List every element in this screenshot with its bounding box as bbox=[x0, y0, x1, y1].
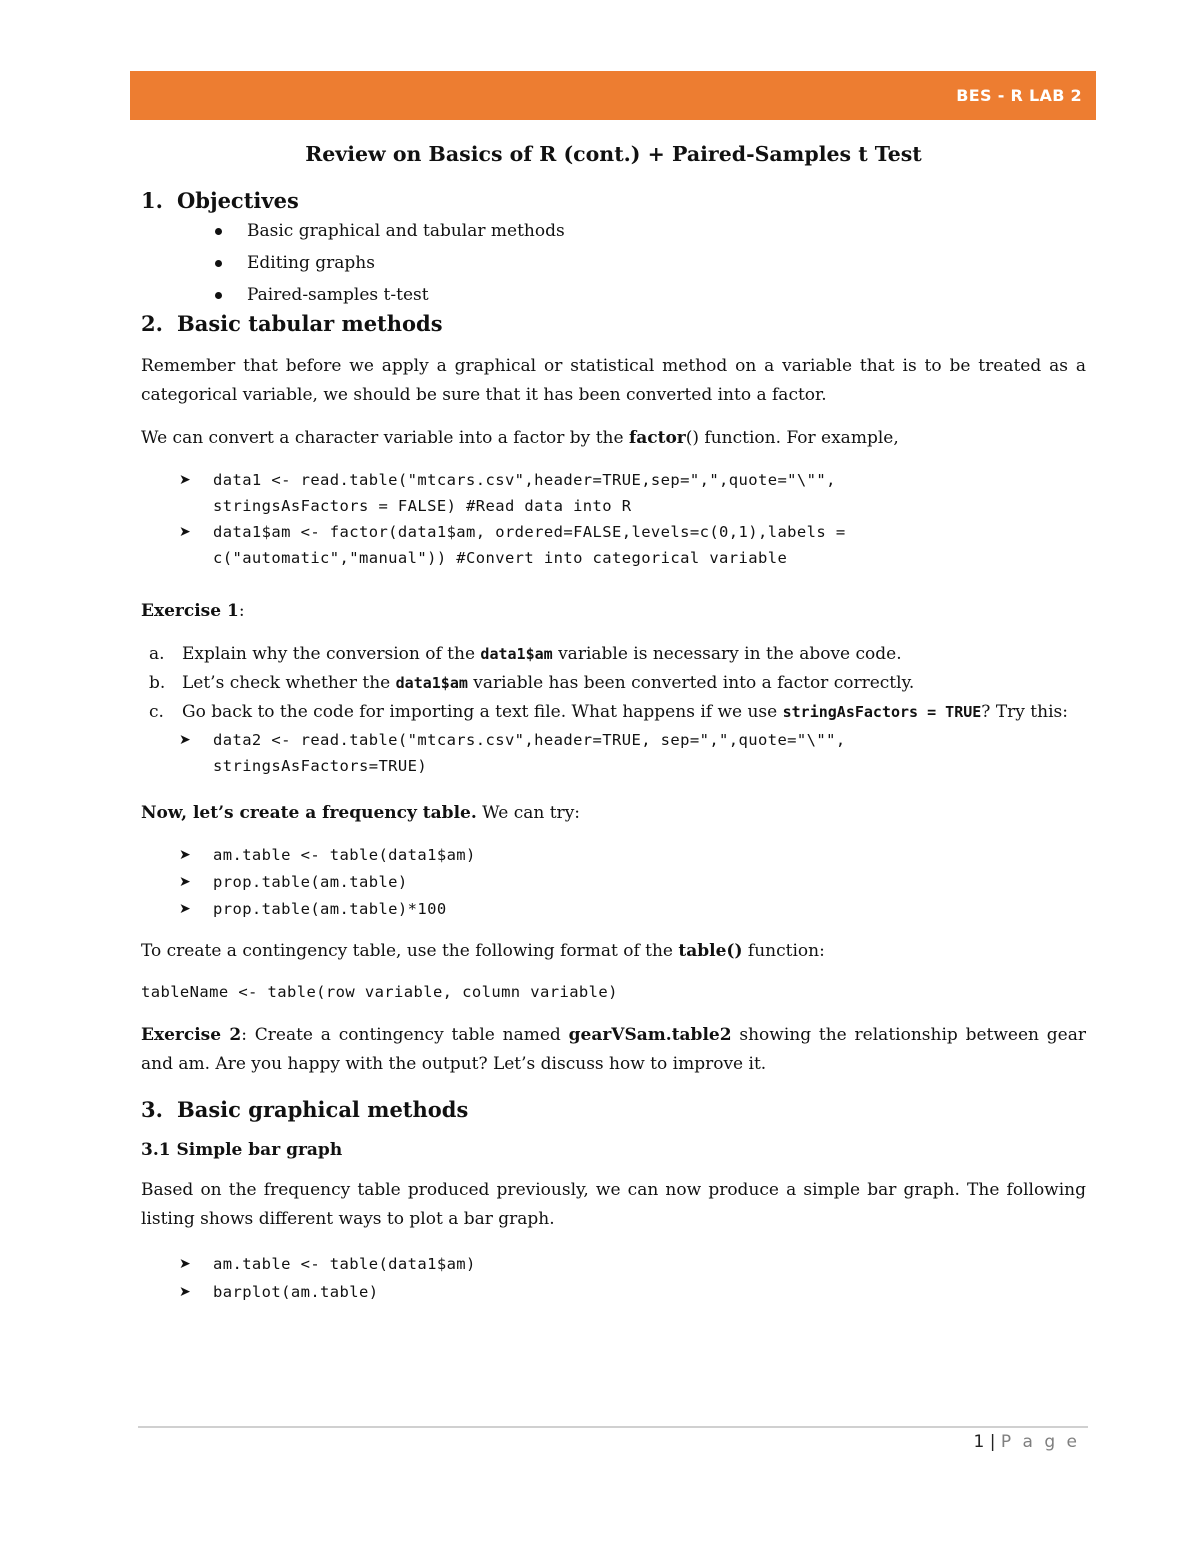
code-listing bbox=[141, 842, 1086, 923]
section-title: Objectives bbox=[177, 188, 299, 213]
list-item-text: Paired-samples t-test bbox=[247, 285, 429, 305]
list-item bbox=[141, 279, 1086, 311]
page-title: Review on Basics of R (cont.) + Paired-Samples t Test bbox=[305, 142, 922, 166]
page-number: 1 bbox=[973, 1432, 985, 1452]
section-graphical-heading bbox=[141, 1097, 1086, 1122]
paragraph: Remember that before we apply a graphical or statistical method on a variable that is to be treated as a categorical variable, we should be sure that it has been converted into a factor. bbox=[141, 356, 1086, 405]
code-text: data2 <- read.table("mtcars.csv",header=TRUE, sep=",",quote="\"", bbox=[213, 731, 846, 749]
code-text: stringsAsFactors = FALSE) #Read data into R bbox=[213, 497, 632, 515]
arrow-bullet-icon: ➤ bbox=[179, 732, 192, 748]
code-text: am.table <- table(data1$am) bbox=[213, 846, 476, 864]
bold-text: Exercise 2 bbox=[141, 1025, 242, 1045]
section-title: Basic graphical methods bbox=[177, 1097, 469, 1122]
code-text: c("automatic","manual")) #Convert into categorical variable bbox=[213, 549, 788, 567]
text: variable is necessary in the above code. bbox=[552, 644, 902, 664]
text: showing the relationship between gear and am. Are you happy with the output? Let’s discuss how to improve it. bbox=[141, 1025, 1086, 1074]
inline-code: stringAsFactors = TRUE bbox=[782, 703, 982, 721]
code-line bbox=[141, 896, 1086, 923]
list-item-text: Editing graphs bbox=[247, 253, 375, 273]
list-item-text: Basic graphical and tabular methods bbox=[247, 221, 565, 241]
text: To create a contingency table, use the following format of the bbox=[141, 941, 679, 961]
bold-text: Exercise 1 bbox=[141, 601, 239, 621]
arrow-bullet-icon: ➤ bbox=[179, 1256, 192, 1272]
text: We can try: bbox=[476, 803, 581, 823]
code-listing bbox=[141, 467, 1086, 571]
text: Let’s check whether the bbox=[182, 673, 396, 693]
text: Go back to the code for importing a text file. What happens if we use bbox=[182, 702, 783, 722]
code-text: stringsAsFactors=TRUE) bbox=[213, 757, 428, 775]
header-label: BES - R LAB 2 bbox=[956, 86, 1082, 105]
arrow-bullet-icon: ➤ bbox=[179, 472, 192, 488]
text: Explain why the conversion of the bbox=[182, 644, 481, 664]
text: : bbox=[238, 601, 245, 621]
code-format: tableName <- table(row variable, column variable) bbox=[141, 983, 618, 1001]
text: : Create a contingency table named bbox=[241, 1025, 569, 1045]
text: We can convert a character variable into a factor by the bbox=[141, 428, 629, 448]
code-text: data1$am <- factor(data1$am, ordered=FALSE,levels=c(0,1),labels = bbox=[213, 523, 846, 541]
code-listing bbox=[141, 1250, 1086, 1306]
paragraph bbox=[141, 799, 1086, 828]
bold-text: table() bbox=[678, 941, 743, 961]
code-text: am.table <- table(data1$am) bbox=[213, 1255, 476, 1273]
list-letter: a. bbox=[149, 644, 165, 664]
exercise-2-paragraph bbox=[141, 1021, 1086, 1079]
list-letter: b. bbox=[149, 673, 166, 693]
list-item bbox=[141, 247, 1086, 279]
list-item bbox=[141, 215, 1086, 247]
code-text: data1 <- read.table("mtcars.csv",header=TRUE,sep=",",quote="\"", bbox=[213, 471, 836, 489]
arrow-bullet-icon: ➤ bbox=[179, 874, 192, 890]
list-letter: c. bbox=[149, 702, 164, 722]
list-item bbox=[141, 698, 1086, 727]
page-label: P a g e bbox=[1000, 1432, 1080, 1452]
text: ? Try this: bbox=[981, 702, 1068, 722]
text: variable has been converted into a factor correctly. bbox=[467, 673, 915, 693]
code-line bbox=[141, 519, 1086, 571]
section-title: Basic tabular methods bbox=[177, 311, 443, 336]
section-number: 1. bbox=[141, 188, 163, 213]
arrow-bullet-icon: ➤ bbox=[179, 1284, 192, 1300]
objectives-list bbox=[141, 215, 1086, 311]
text: () function. For example, bbox=[685, 428, 899, 448]
bullet-icon bbox=[215, 260, 222, 267]
paragraph: Based on the frequency table produced previously, we can now produce a simple bar graph. The following listing shows different ways to plot a bar graph. bbox=[141, 1180, 1086, 1229]
code-line bbox=[141, 1250, 1086, 1278]
arrow-bullet-icon: ➤ bbox=[179, 524, 192, 540]
footer-divider bbox=[138, 1426, 1088, 1428]
inline-code: data1$am bbox=[480, 645, 553, 663]
code-line bbox=[141, 467, 1086, 519]
section-objectives-heading bbox=[141, 188, 1086, 213]
section-number: 3. bbox=[141, 1097, 163, 1122]
code-text: prop.table(am.table)*100 bbox=[213, 900, 447, 918]
inline-code: data1$am bbox=[395, 674, 468, 692]
code-line bbox=[141, 1278, 1086, 1306]
list-item bbox=[141, 640, 1086, 669]
footer-separator: | bbox=[989, 1432, 996, 1452]
section-tabular-heading bbox=[141, 311, 1086, 336]
code-text: prop.table(am.table) bbox=[213, 873, 408, 891]
exercise-1-list bbox=[141, 640, 1086, 727]
bold-text: Now, let’s create a frequency table. bbox=[141, 803, 477, 823]
exercise-1-label bbox=[141, 597, 1086, 626]
code-line bbox=[141, 842, 1086, 869]
section-number: 2. bbox=[141, 311, 163, 336]
code-line bbox=[141, 727, 1086, 779]
code-line bbox=[141, 869, 1086, 896]
arrow-bullet-icon: ➤ bbox=[179, 901, 192, 917]
header-bar bbox=[130, 71, 1096, 120]
arrow-bullet-icon: ➤ bbox=[179, 847, 192, 863]
page-footer bbox=[973, 1432, 1080, 1452]
list-item bbox=[141, 669, 1086, 698]
subsection-heading: 3.1 Simple bar graph bbox=[141, 1140, 343, 1160]
text: function: bbox=[742, 941, 825, 961]
paragraph bbox=[141, 424, 1086, 453]
bullet-icon bbox=[215, 292, 222, 299]
paragraph bbox=[141, 937, 1086, 966]
document-body bbox=[141, 142, 1086, 1306]
bullet-icon bbox=[215, 228, 222, 235]
code-text: barplot(am.table) bbox=[213, 1283, 379, 1301]
bold-text: factor bbox=[628, 428, 686, 448]
code-listing bbox=[141, 727, 1086, 779]
bold-text: gearVSam.table2 bbox=[568, 1025, 732, 1045]
